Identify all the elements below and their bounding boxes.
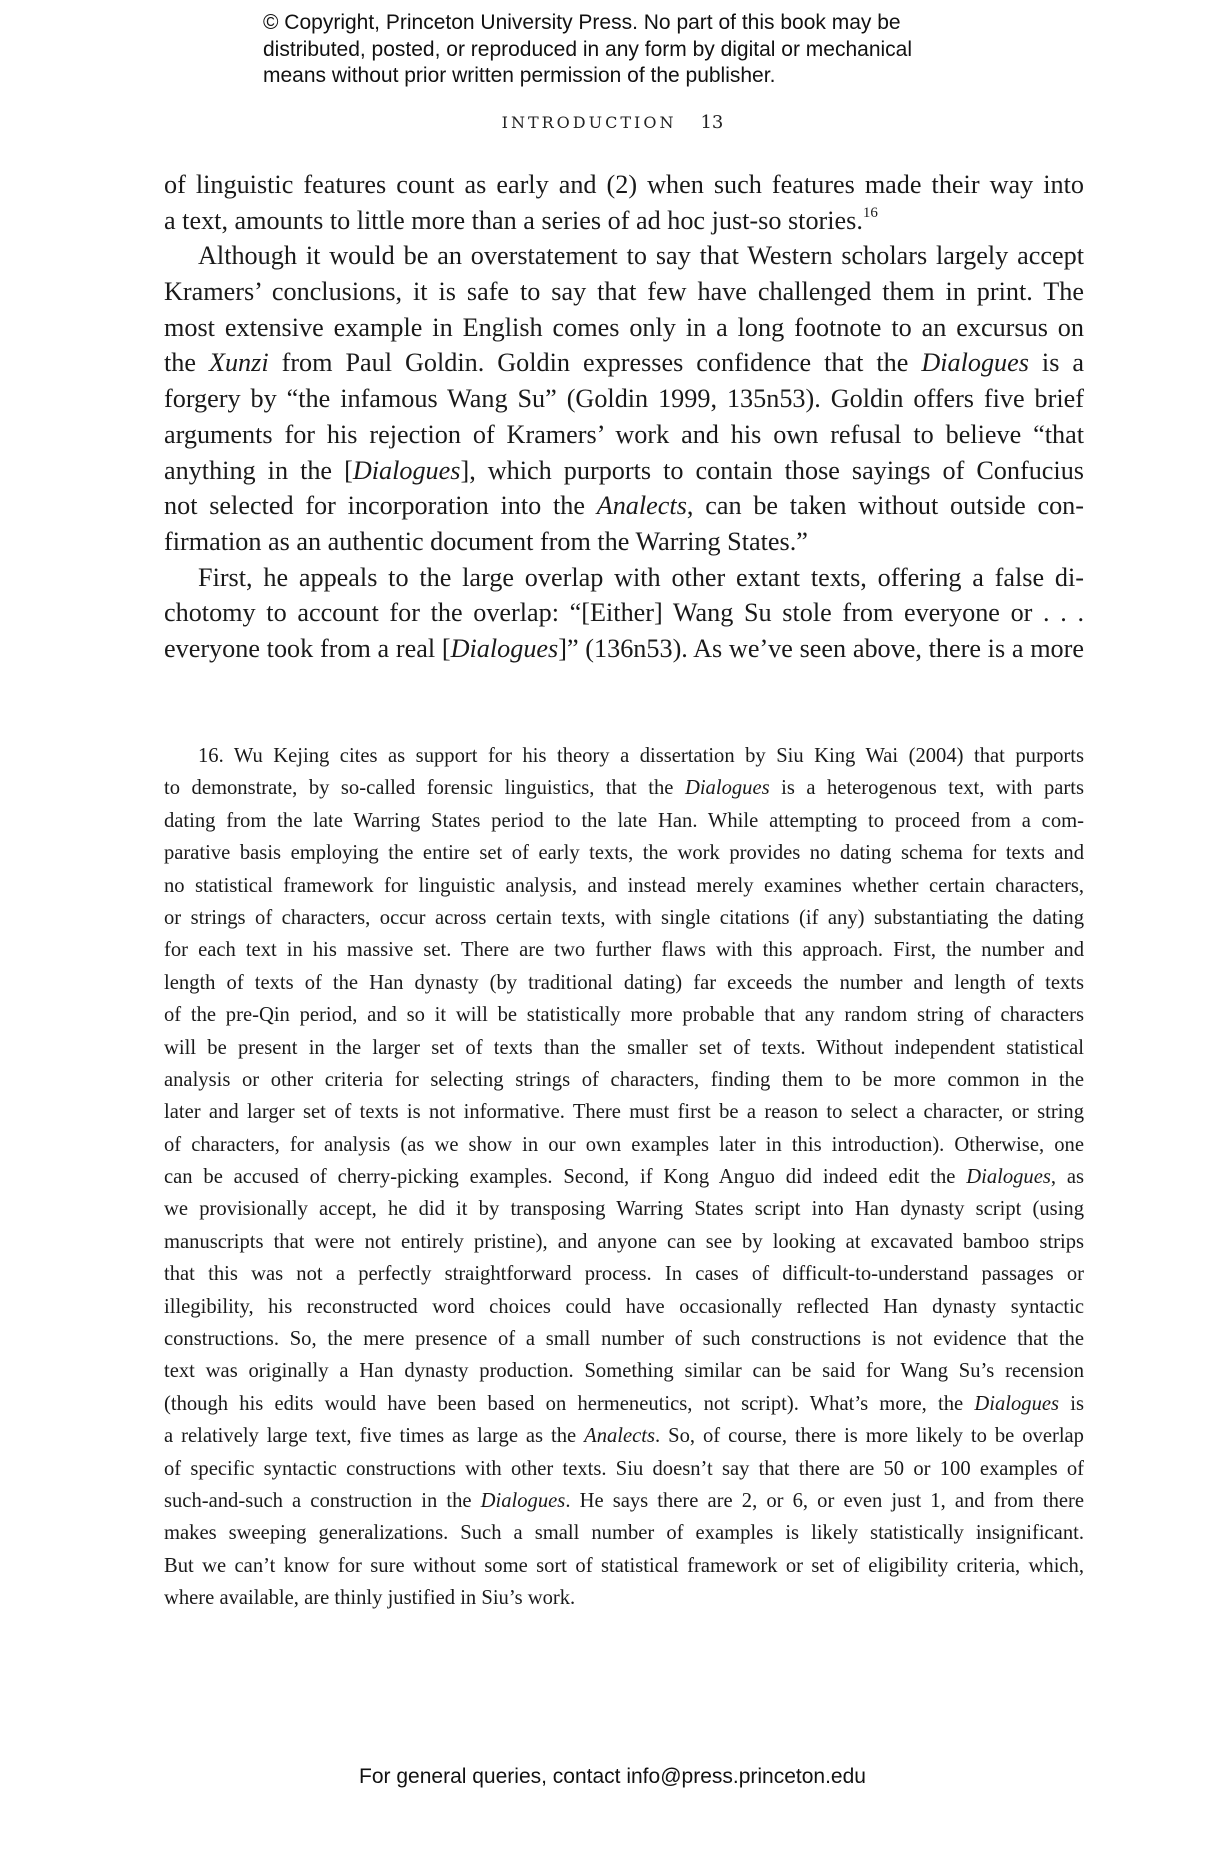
text-line — [164, 203, 1084, 239]
footnote-line: (though his edits would have been based on hermeneutics, not script). What’s more, the Dialogues is — [164, 1392, 1084, 1415]
page-number: 13 — [700, 112, 724, 133]
title-italic: Xunzi — [208, 348, 269, 378]
footnote-line: to demonstrate, by so-called forensic linguistics, that the Dialogues is a heterogenous text, with parts — [164, 777, 1084, 800]
footnote-line: constructions. So, the mere presence of a small number of such constructions is not evidence that the — [164, 1328, 1084, 1351]
footnote-line: analysis or other criteria for selecting strings of characters, finding them to be more common in the — [164, 1068, 1084, 1091]
footnote-line: But we can’t know for sure without some sort of statistical framework or set of eligibility criteria, which, — [164, 1554, 1084, 1577]
text-line: anything in the [Dialogues], which purports to contain those sayings of Confucius — [164, 455, 1084, 485]
footnote-line: or strings of characters, occur across certain texts, with single citations (if any) substantiating the dating — [164, 906, 1084, 929]
paragraph-3 — [164, 560, 1084, 667]
text-line: the Xunzi from Paul Goldin. Goldin expresses confidence that the Dialogues is a — [164, 348, 1084, 378]
footnote-line: length of texts of the Han dynasty (by traditional dating) far exceeds the number and length of texts — [164, 971, 1084, 994]
copyright-line: distributed, posted, or reproduced in any form by digital or mechanical — [263, 37, 913, 61]
text-line: Kramers’ conclusions, it is safe to say that few have challenged them in print. The — [164, 277, 1084, 307]
text-line: of linguistic features count as early and (2) when such features made their way into — [164, 170, 1084, 199]
paragraph-1 — [164, 167, 1084, 238]
footnote-line: for each text in his massive set. There are two further flaws with this approach. First, the number and — [164, 939, 1084, 962]
main-text — [164, 167, 1084, 667]
paragraph-2 — [164, 238, 1084, 559]
footnote-line: that this was not a perfectly straightforward process. In cases of difficult-to-understand passages or — [164, 1263, 1084, 1286]
text-line: everyone took from a real [Dialogues]” (136n53). As we’ve seen above, there is a more — [164, 633, 1084, 663]
text-line: forgery by “the infamous Wang Su” (Goldin 1999, 135n53). Goldin offers five brief — [164, 384, 1084, 414]
footnote-line: can be accused of cherry-picking examples. Second, if Kong Anguo did indeed edit the Dialogues, as — [164, 1166, 1085, 1189]
title-italic: Analects — [584, 1425, 656, 1448]
title-italic: Analects — [596, 491, 687, 521]
title-italic: Dialogues — [480, 1489, 566, 1512]
copyright-line: © Copyright, Princeton University Press. No part of this book may be — [263, 11, 901, 34]
footnote-line: later and larger set of texts is not informative. There must first be a reason to select a character, or string — [164, 1101, 1084, 1124]
text-line: chotomy to account for the overlap: “[Either] Wang Su stole from everyone or . . . — [164, 598, 1084, 628]
footnote-line: of specific syntactic constructions with other texts. Siu doesn’t say that there are 50 or 100 examples of — [164, 1457, 1084, 1480]
text-line: most extensive example in English comes only in a long footnote to an excursus on — [164, 312, 1084, 342]
copyright-notice — [263, 10, 983, 90]
copyright-line: means without prior written permission of the publisher. — [263, 64, 776, 87]
footnote-line: illegibility, his reconstructed word choices could have occasionally reflected Han dynasty syntactic — [164, 1295, 1084, 1318]
text-line: Although it would be an overstatement to say that Western scholars largely accept — [198, 241, 1084, 271]
footnote-line: a relatively large text, five times as large as the Analects. So, of course, there is more likely to be overlap — [164, 1425, 1084, 1448]
footnote-line: text was originally a Han dynasty production. Something similar can be said for Wang Su’s recension — [164, 1360, 1084, 1383]
text-line: firmation as an authentic document from the Warring States.” — [164, 526, 808, 556]
footnote-line: makes sweeping generalizations. Such a small number of examples is likely statistically insignificant. — [164, 1522, 1084, 1545]
footnote-line: parative basis employing the entire set of early texts, the work provides no dating schema for texts and — [164, 842, 1084, 865]
footnote-line — [164, 740, 1084, 772]
title-italic: Dialogues — [966, 1166, 1051, 1189]
title-italic: Dialogues — [352, 455, 461, 485]
text-line-content: a text, amounts to little more than a series of ad hoc just-so stories. — [164, 205, 863, 235]
footnote-number: 16. — [198, 745, 224, 767]
text-line: arguments for his rejection of Kramers’ work and his own refusal to believe “that — [164, 419, 1084, 449]
footnote-reference[interactable]: 16 — [862, 204, 878, 221]
footnote-line: of the pre-Qin period, and so it will be statistically more probable that any random string of characters — [164, 1004, 1084, 1027]
footnote-line-content: Wu Kejing cites as support for his theory a dissertation by Siu King Wai (2004) that purports — [233, 745, 1085, 767]
text-line: not selected for incorporation into the Analects, can be taken without outside con- — [164, 491, 1084, 521]
title-italic: Dialogues — [974, 1392, 1060, 1415]
title-italic: Dialogues — [921, 348, 1029, 378]
footnote-line: dating from the late Warring States period to the late Han. While attempting to proceed from a com- — [164, 809, 1084, 832]
footnote-line: such-and-such a construction in the Dialogues. He says there are 2, or 6, or even just 1, and from there — [164, 1489, 1085, 1512]
footer-contact: For general queries, contact info@press.princeton.edu — [359, 1765, 866, 1788]
footnote-line: will be present in the larger set of texts than the smaller set of texts. Without independent statistical — [164, 1036, 1084, 1059]
running-head-section: INTRODUCTION — [501, 113, 677, 132]
title-italic: Dialogues — [450, 633, 559, 663]
title-italic: Dialogues — [684, 777, 770, 800]
footnote-line: we provisionally accept, he did it by transposing Warring States script into Han dynasty script (using — [164, 1198, 1084, 1221]
footnote-16 — [164, 740, 1084, 1615]
footnote-line: where available, are thinly justified in Siu’s work. — [164, 1587, 576, 1610]
running-head — [0, 112, 1225, 133]
text-line: First, he appeals to the large overlap with other extant texts, offering a false di- — [198, 562, 1084, 592]
footnote-line: no statistical framework for linguistic analysis, and instead merely examines whether certain characters, — [164, 874, 1084, 897]
footnote-line: of characters, for analysis (as we show in our own examples later in this introduction). Otherwise, one — [164, 1133, 1084, 1156]
footnote-line: manuscripts that were not entirely pristine), and anyone can see by looking at excavated bamboo strips — [164, 1230, 1084, 1253]
